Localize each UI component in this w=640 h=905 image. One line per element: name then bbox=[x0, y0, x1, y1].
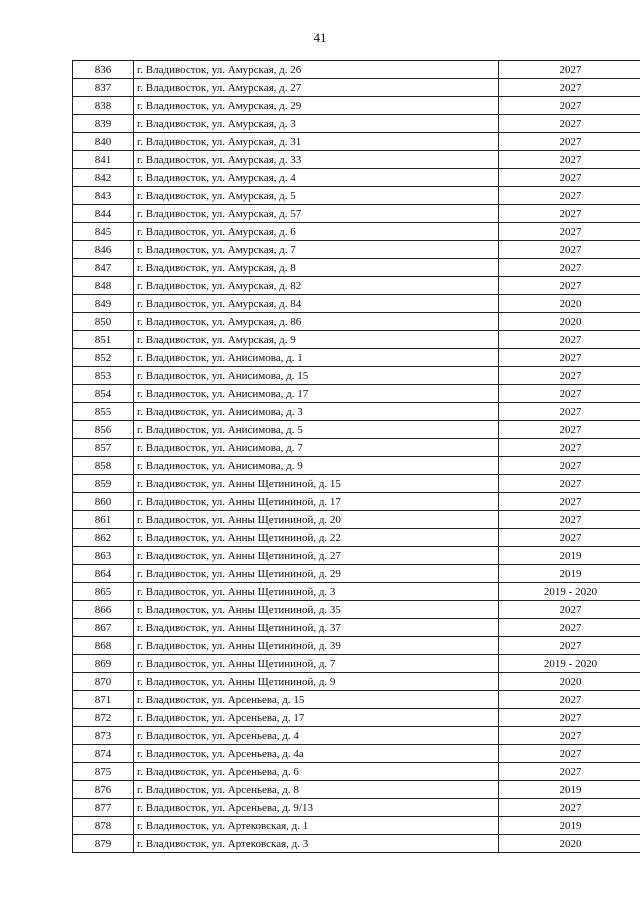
year-cell: 2019 bbox=[499, 565, 640, 583]
table-row bbox=[73, 421, 640, 439]
row-number-cell: 860 bbox=[73, 493, 134, 511]
address-cell: г. Владивосток, ул. Амурская, д. 31 bbox=[134, 133, 499, 151]
table-row bbox=[73, 277, 640, 295]
row-number-cell: 836 bbox=[73, 61, 134, 79]
table-row bbox=[73, 727, 640, 745]
year-cell: 2027 bbox=[499, 619, 640, 637]
year-cell: 2027 bbox=[499, 457, 640, 475]
address-cell: г. Владивосток, ул. Арсеньева, д. 4а bbox=[134, 745, 499, 763]
row-number-cell: 847 bbox=[73, 259, 134, 277]
address-cell: г. Владивосток, ул. Анны Щетининой, д. 27 bbox=[134, 547, 499, 565]
address-cell: г. Владивосток, ул. Анны Щетининой, д. 9 bbox=[134, 673, 499, 691]
address-cell: г. Владивосток, ул. Анны Щетининой, д. 20 bbox=[134, 511, 499, 529]
row-number-cell: 866 bbox=[73, 601, 134, 619]
row-number-cell: 879 bbox=[73, 835, 134, 853]
table-row bbox=[73, 79, 640, 97]
table-row bbox=[73, 547, 640, 565]
table-row bbox=[73, 385, 640, 403]
year-cell: 2019 bbox=[499, 817, 640, 835]
year-cell: 2027 bbox=[499, 637, 640, 655]
table-row bbox=[73, 61, 640, 79]
row-number-cell: 842 bbox=[73, 169, 134, 187]
address-cell: г. Владивосток, ул. Анны Щетининой, д. 7 bbox=[134, 655, 499, 673]
address-table-body bbox=[73, 61, 640, 853]
year-cell: 2027 bbox=[499, 493, 640, 511]
address-cell: г. Владивосток, ул. Анисимова, д. 9 bbox=[134, 457, 499, 475]
row-number-cell: 854 bbox=[73, 385, 134, 403]
row-number-cell: 869 bbox=[73, 655, 134, 673]
row-number-cell: 871 bbox=[73, 691, 134, 709]
year-cell: 2027 bbox=[499, 133, 640, 151]
address-cell: г. Владивосток, ул. Амурская, д. 82 bbox=[134, 277, 499, 295]
year-cell: 2027 bbox=[499, 529, 640, 547]
row-number-cell: 856 bbox=[73, 421, 134, 439]
year-cell: 2027 bbox=[499, 205, 640, 223]
year-cell: 2027 bbox=[499, 367, 640, 385]
table-row bbox=[73, 457, 640, 475]
table-row bbox=[73, 169, 640, 187]
year-cell: 2027 bbox=[499, 745, 640, 763]
table-row bbox=[73, 691, 640, 709]
address-cell: г. Владивосток, ул. Анны Щетининой, д. 35 bbox=[134, 601, 499, 619]
row-number-cell: 864 bbox=[73, 565, 134, 583]
year-cell: 2027 bbox=[499, 151, 640, 169]
address-cell: г. Владивосток, ул. Артековская, д. 1 bbox=[134, 817, 499, 835]
table-row bbox=[73, 133, 640, 151]
table-row bbox=[73, 97, 640, 115]
address-cell: г. Владивосток, ул. Амурская, д. 27 bbox=[134, 79, 499, 97]
year-cell: 2027 bbox=[499, 187, 640, 205]
year-cell: 2027 bbox=[499, 331, 640, 349]
address-cell: г. Владивосток, ул. Анны Щетининой, д. 3 bbox=[134, 583, 499, 601]
address-cell: г. Владивосток, ул. Арсеньева, д. 8 bbox=[134, 781, 499, 799]
row-number-cell: 868 bbox=[73, 637, 134, 655]
row-number-cell: 851 bbox=[73, 331, 134, 349]
table-row bbox=[73, 223, 640, 241]
table-row bbox=[73, 817, 640, 835]
year-cell: 2027 bbox=[499, 79, 640, 97]
table-row bbox=[73, 313, 640, 331]
row-number-cell: 874 bbox=[73, 745, 134, 763]
year-cell: 2020 bbox=[499, 313, 640, 331]
year-cell: 2019 - 2020 bbox=[499, 583, 640, 601]
table-row bbox=[73, 115, 640, 133]
table-row bbox=[73, 511, 640, 529]
table-row bbox=[73, 331, 640, 349]
row-number-cell: 859 bbox=[73, 475, 134, 493]
year-cell: 2027 bbox=[499, 421, 640, 439]
table-row bbox=[73, 151, 640, 169]
address-cell: г. Владивосток, ул. Амурская, д. 57 bbox=[134, 205, 499, 223]
row-number-cell: 852 bbox=[73, 349, 134, 367]
address-cell: г. Владивосток, ул. Амурская, д. 29 bbox=[134, 97, 499, 115]
row-number-cell: 877 bbox=[73, 799, 134, 817]
table-row bbox=[73, 745, 640, 763]
row-number-cell: 853 bbox=[73, 367, 134, 385]
address-cell: г. Владивосток, ул. Анны Щетининой, д. 39 bbox=[134, 637, 499, 655]
address-cell: г. Владивосток, ул. Арсеньева, д. 9/13 bbox=[134, 799, 499, 817]
table-row bbox=[73, 619, 640, 637]
year-cell: 2027 bbox=[499, 799, 640, 817]
table-row bbox=[73, 349, 640, 367]
table-row bbox=[73, 187, 640, 205]
address-cell: г. Владивосток, ул. Амурская, д. 9 bbox=[134, 331, 499, 349]
row-number-cell: 850 bbox=[73, 313, 134, 331]
table-row bbox=[73, 259, 640, 277]
address-cell: г. Владивосток, ул. Анны Щетининой, д. 37 bbox=[134, 619, 499, 637]
table-row bbox=[73, 565, 640, 583]
year-cell: 2027 bbox=[499, 169, 640, 187]
address-table bbox=[72, 60, 640, 853]
year-cell: 2027 bbox=[499, 763, 640, 781]
table-row bbox=[73, 709, 640, 727]
year-cell: 2019 bbox=[499, 547, 640, 565]
address-cell: г. Владивосток, ул. Амурская, д. 6 bbox=[134, 223, 499, 241]
row-number-cell: 865 bbox=[73, 583, 134, 601]
table-row bbox=[73, 601, 640, 619]
year-cell: 2020 bbox=[499, 835, 640, 853]
table-row bbox=[73, 637, 640, 655]
address-cell: г. Владивосток, ул. Амурская, д. 3 bbox=[134, 115, 499, 133]
address-cell: г. Владивосток, ул. Амурская, д. 33 bbox=[134, 151, 499, 169]
address-cell: г. Владивосток, ул. Анны Щетининой, д. 15 bbox=[134, 475, 499, 493]
row-number-cell: 878 bbox=[73, 817, 134, 835]
table-row bbox=[73, 241, 640, 259]
table-row bbox=[73, 835, 640, 853]
table-row bbox=[73, 205, 640, 223]
address-cell: г. Владивосток, ул. Анны Щетининой, д. 29 bbox=[134, 565, 499, 583]
address-cell: г. Владивосток, ул. Амурская, д. 86 bbox=[134, 313, 499, 331]
row-number-cell: 867 bbox=[73, 619, 134, 637]
year-cell: 2020 bbox=[499, 295, 640, 313]
row-number-cell: 846 bbox=[73, 241, 134, 259]
row-number-cell: 855 bbox=[73, 403, 134, 421]
address-cell: г. Владивосток, ул. Амурская, д. 5 bbox=[134, 187, 499, 205]
year-cell: 2027 bbox=[499, 511, 640, 529]
row-number-cell: 858 bbox=[73, 457, 134, 475]
year-cell: 2019 bbox=[499, 781, 640, 799]
address-cell: г. Владивосток, ул. Анны Щетининой, д. 22 bbox=[134, 529, 499, 547]
address-cell: г. Владивосток, ул. Анисимова, д. 15 bbox=[134, 367, 499, 385]
row-number-cell: 837 bbox=[73, 79, 134, 97]
row-number-cell: 857 bbox=[73, 439, 134, 457]
address-cell: г. Владивосток, ул. Арсеньева, д. 15 bbox=[134, 691, 499, 709]
row-number-cell: 870 bbox=[73, 673, 134, 691]
address-cell: г. Владивосток, ул. Амурская, д. 7 bbox=[134, 241, 499, 259]
year-cell: 2027 bbox=[499, 241, 640, 259]
year-cell: 2027 bbox=[499, 223, 640, 241]
row-number-cell: 875 bbox=[73, 763, 134, 781]
year-cell: 2020 bbox=[499, 673, 640, 691]
year-cell: 2027 bbox=[499, 97, 640, 115]
table-row bbox=[73, 763, 640, 781]
year-cell: 2027 bbox=[499, 403, 640, 421]
address-cell: г. Владивосток, ул. Анисимова, д. 1 bbox=[134, 349, 499, 367]
row-number-cell: 849 bbox=[73, 295, 134, 313]
year-cell: 2027 bbox=[499, 385, 640, 403]
address-cell: г. Владивосток, ул. Анисимова, д. 3 bbox=[134, 403, 499, 421]
table-row bbox=[73, 295, 640, 313]
address-cell: г. Владивосток, ул. Арсеньева, д. 4 bbox=[134, 727, 499, 745]
year-cell: 2027 bbox=[499, 475, 640, 493]
year-cell: 2027 bbox=[499, 61, 640, 79]
table-row bbox=[73, 673, 640, 691]
year-cell: 2027 bbox=[499, 259, 640, 277]
address-cell: г. Владивосток, ул. Анисимова, д. 7 bbox=[134, 439, 499, 457]
row-number-cell: 838 bbox=[73, 97, 134, 115]
row-number-cell: 844 bbox=[73, 205, 134, 223]
year-cell: 2019 - 2020 bbox=[499, 655, 640, 673]
table-row bbox=[73, 781, 640, 799]
year-cell: 2027 bbox=[499, 601, 640, 619]
address-cell: г. Владивосток, ул. Арсеньева, д. 17 bbox=[134, 709, 499, 727]
table-row bbox=[73, 583, 640, 601]
row-number-cell: 848 bbox=[73, 277, 134, 295]
table-row bbox=[73, 475, 640, 493]
year-cell: 2027 bbox=[499, 709, 640, 727]
address-cell: г. Владивосток, ул. Артековская, д. 3 bbox=[134, 835, 499, 853]
row-number-cell: 840 bbox=[73, 133, 134, 151]
year-cell: 2027 bbox=[499, 349, 640, 367]
row-number-cell: 845 bbox=[73, 223, 134, 241]
row-number-cell: 873 bbox=[73, 727, 134, 745]
row-number-cell: 841 bbox=[73, 151, 134, 169]
row-number-cell: 861 bbox=[73, 511, 134, 529]
table-row bbox=[73, 655, 640, 673]
row-number-cell: 843 bbox=[73, 187, 134, 205]
row-number-cell: 872 bbox=[73, 709, 134, 727]
year-cell: 2027 bbox=[499, 277, 640, 295]
row-number-cell: 876 bbox=[73, 781, 134, 799]
row-number-cell: 862 bbox=[73, 529, 134, 547]
table-row bbox=[73, 529, 640, 547]
address-cell: г. Владивосток, ул. Анисимова, д. 17 bbox=[134, 385, 499, 403]
year-cell: 2027 bbox=[499, 691, 640, 709]
row-number-cell: 839 bbox=[73, 115, 134, 133]
address-cell: г. Владивосток, ул. Амурская, д. 4 bbox=[134, 169, 499, 187]
table-row bbox=[73, 403, 640, 421]
year-cell: 2027 bbox=[499, 439, 640, 457]
table-row bbox=[73, 367, 640, 385]
row-number-cell: 863 bbox=[73, 547, 134, 565]
table-row bbox=[73, 799, 640, 817]
year-cell: 2027 bbox=[499, 115, 640, 133]
address-cell: г. Владивосток, ул. Анисимова, д. 5 bbox=[134, 421, 499, 439]
table-row bbox=[73, 439, 640, 457]
address-cell: г. Владивосток, ул. Амурская, д. 84 bbox=[134, 295, 499, 313]
table-row bbox=[73, 493, 640, 511]
year-cell: 2027 bbox=[499, 727, 640, 745]
page-number: 41 bbox=[313, 30, 327, 45]
address-cell: г. Владивосток, ул. Арсеньева, д. 6 bbox=[134, 763, 499, 781]
address-cell: г. Владивосток, ул. Анны Щетининой, д. 17 bbox=[134, 493, 499, 511]
address-cell: г. Владивосток, ул. Амурская, д. 8 bbox=[134, 259, 499, 277]
address-cell: г. Владивосток, ул. Амурская, д. 26 bbox=[134, 61, 499, 79]
